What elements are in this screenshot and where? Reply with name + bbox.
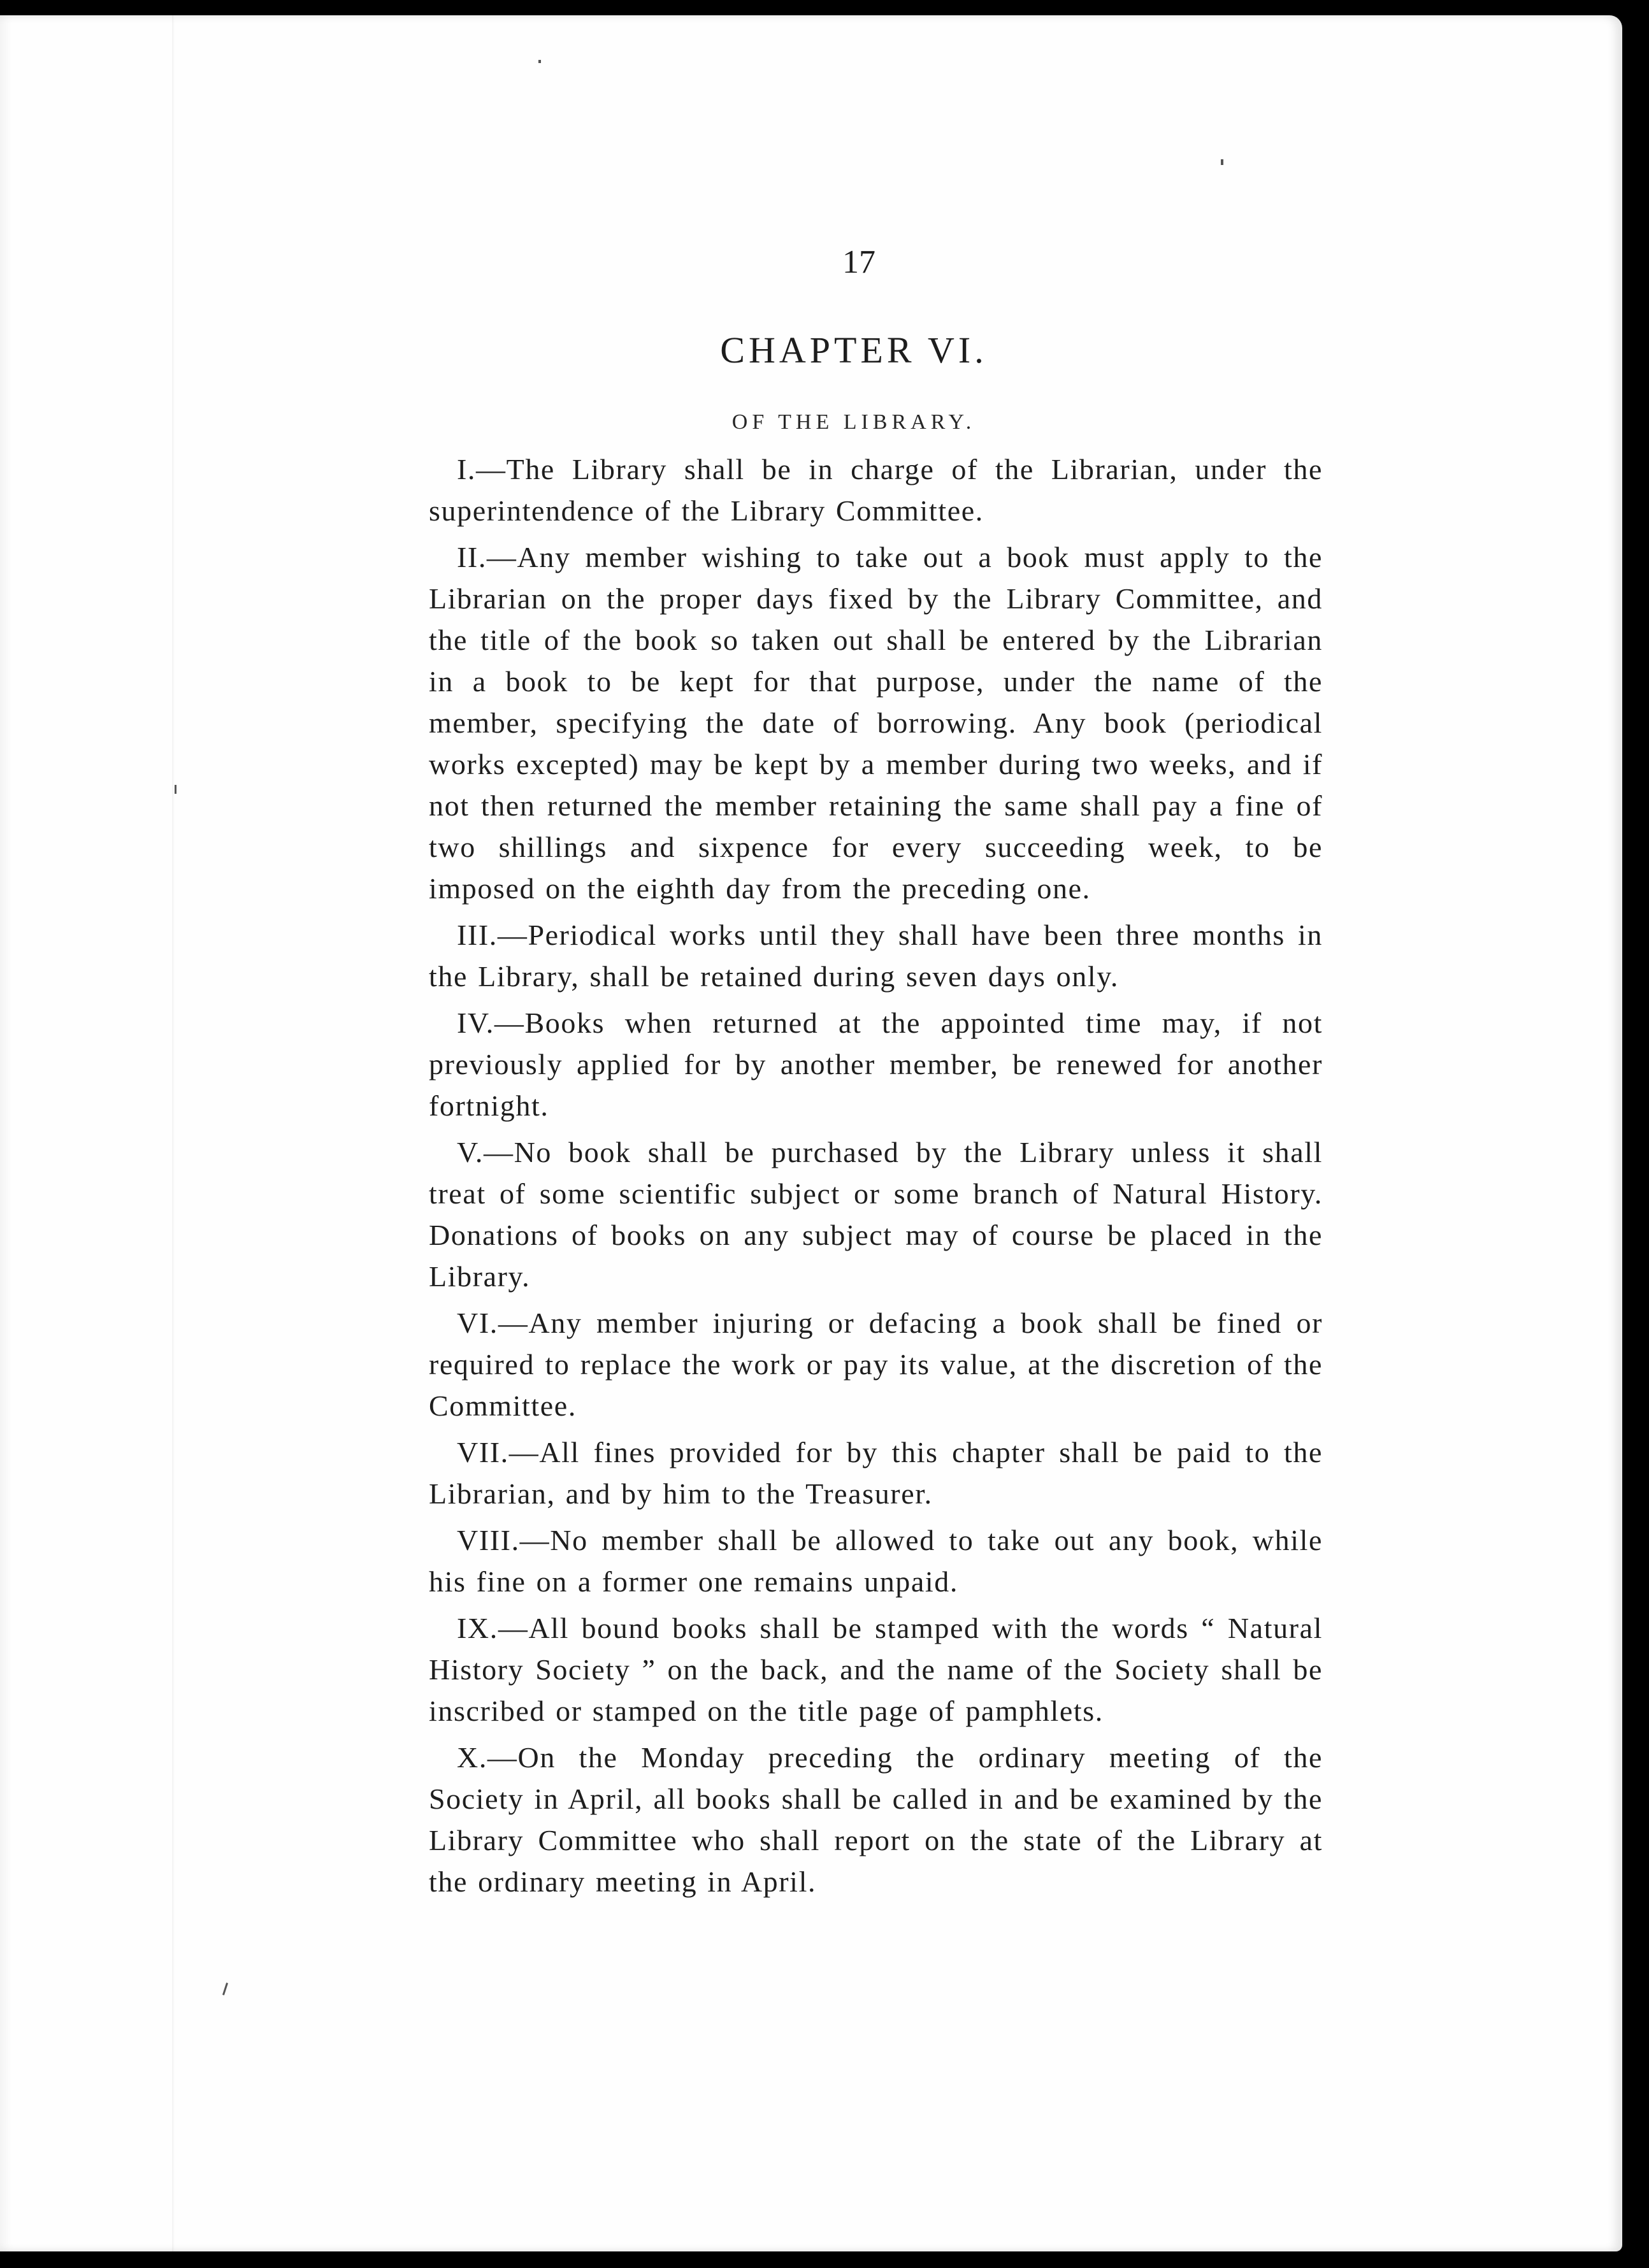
rule-paragraph-7: VII.—All fines provided for by this chapter shall be paid to the Librarian, and by him to the Treasurer. — [429, 1436, 1323, 1510]
rule-paragraph-2: II.—Any member wishing to take out a book must apply to the Librarian on the proper days fixed by the Library Committee, and the title of the book so taken out shall be entered by the Librarian in a book to be kept for that purpose, under the name of the member, specifying the date of borrowing. Any book (periodical works excepted) may be kept by a member during two weeks, and if not then returned the member retaining the same shall pay a fine of two shillings and sixpence for every succeeding week, to be imposed on the eighth day from the preceding one. — [429, 541, 1323, 905]
paper-speck — [538, 60, 541, 63]
rule-paragraph-8: VIII.—No member shall be allowed to take out any book, while his fine on a former one remains unpaid. — [429, 1524, 1323, 1598]
paper-speck — [175, 785, 176, 794]
rule-paragraph-5: V.—No book shall be purchased by the Library unless it shall treat of some scientific subject or some branch of Natural History. Donations of books on any subject may of course be placed in the Library. — [429, 1136, 1323, 1293]
rule-paragraph-1: I.—The Library shall be in charge of the Librarian, under the superintendence of the Library Committee. — [429, 453, 1323, 527]
rule-paragraph-10: X.—On the Monday preceding the ordinary meeting of the Society in April, all books shall be called in and be examined by the Library Committee who shall report on the state of the Library at the ordinary meeting in April. — [429, 1741, 1323, 1898]
paper-speck — [222, 1983, 228, 1995]
rule-paragraph-3: III.—Periodical works until they shall have been three months in the Library, shall be retained during seven days only. — [429, 919, 1323, 993]
rule-paragraph-6: VI.—Any member injuring or defacing a book shall be fined or required to replace the work or pay its value, at the discretion of the Committee. — [429, 1307, 1323, 1422]
chapter-title: CHAPTER VI. — [720, 329, 988, 371]
paper-speck — [1221, 159, 1223, 165]
chapter-subtitle: OF THE LIBRARY. — [731, 410, 976, 434]
rules-body — [429, 449, 1323, 1907]
binding-gutter — [172, 15, 175, 2251]
paper-sheet — [0, 15, 1622, 2251]
rule-paragraph-9: IX.—All bound books shall be stamped with the words “ Natural History Society ” on the back, and the name of the Society shall be inscribed or stamped on the title page of pamphlets. — [429, 1612, 1323, 1727]
rule-paragraph-4: IV.—Books when returned at the appointed time may, if not previously applied for by another member, be renewed for another fortnight. — [429, 1007, 1323, 1122]
page-number: 17 — [842, 244, 875, 280]
